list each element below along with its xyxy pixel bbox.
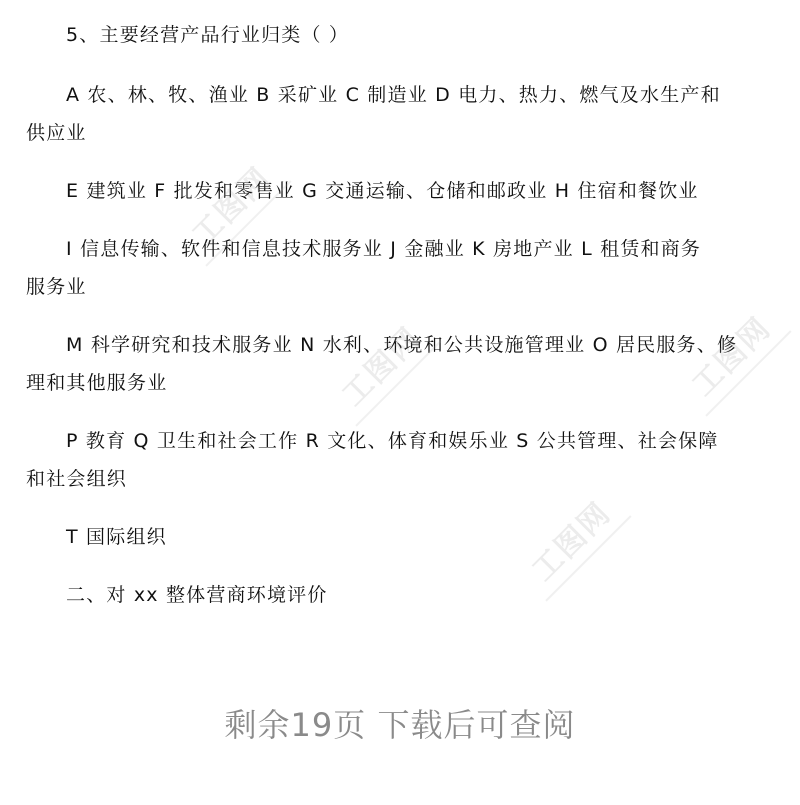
option-line: 和社会组织 [26,468,128,490]
option-line: A 农、林、牧、渔业 B 采矿业 C 制造业 D 电力、热力、燃气及水生产和 [66,84,721,106]
option-line: E 建筑业 F 批发和零售业 G 交通运输、仓储和邮政业 H 住宿和餐饮业 [66,180,699,202]
section-heading: 二、对 xx 整体营商环境评价 [66,584,328,606]
question-title: 5、主要经营产品行业归类（ ） [66,24,350,46]
option-line: M 科学研究和技术服务业 N 水利、环境和公共设施管理业 O 居民服务、修 [66,334,738,356]
watermark: 工图网 [661,286,800,434]
option-line: 服务业 [26,276,87,298]
watermark: 工图网 [311,296,459,444]
option-line: T 国际组织 [66,526,167,548]
option-line: P 教育 Q 卫生和社会工作 R 文化、体育和娱乐业 S 公共管理、社会保障 [66,430,719,452]
option-line: I 信息传输、软件和信息技术服务业 J 金融业 K 房地产业 L 租赁和商务 [66,238,702,260]
watermark: 工图网 [161,136,309,284]
download-notice[interactable]: 剩余19页 下载后可查阅 [224,706,576,744]
option-line: 供应业 [26,122,87,144]
watermark: 工图网 [501,471,649,619]
option-line: 理和其他服务业 [26,372,168,394]
